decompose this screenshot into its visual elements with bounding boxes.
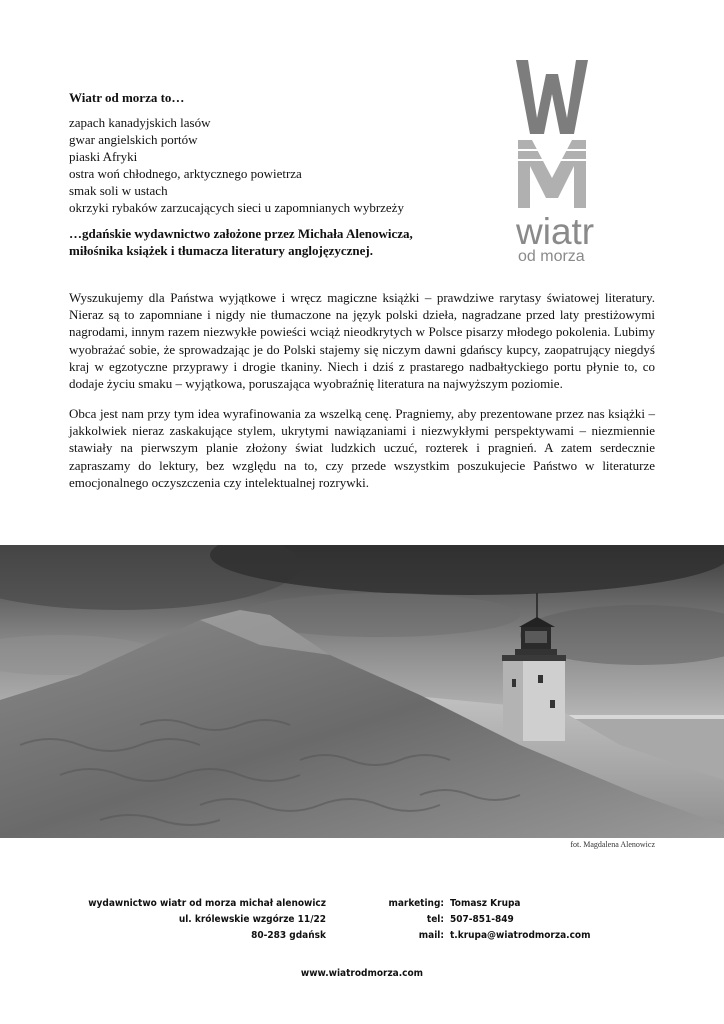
intro-title: Wiatr od morza to… — [69, 90, 185, 105]
logo-word-wiatr: wiatr — [516, 211, 595, 252]
contact-value: Tomasz Krupa — [450, 898, 521, 909]
contact-row-mail — [380, 928, 620, 944]
logo-word-od-morza: od morza — [518, 248, 585, 265]
photo-credit: fot. Magdalena Alenowicz — [570, 840, 655, 849]
publisher-street: ul. królewskie wzgórze 11/22 — [178, 914, 326, 925]
publisher-name: wydawnictwo wiatr od morza michał alenowicz — [88, 898, 326, 909]
intro-block — [69, 89, 509, 259]
website-link[interactable]: www.wiatrodmorza.com — [300, 968, 424, 979]
lighthouse-dune-photo — [0, 545, 724, 838]
contact-value: 507-851-849 — [450, 914, 514, 925]
intro-bold-line: miłośnika książek i tłumacza literatury anglojęzycznej. — [69, 243, 374, 258]
contact-label: tel: — [426, 914, 444, 925]
body-paragraph: Wyszukujemy dla Państwa wyjątkowe i wręcz magiczne książki – prawdziwe rarytasy światowej literatury. Nieraz są to zapomniane i nigdy nie tłumaczone na język polski dzieła, nagradzane przed laty prestiżowymi nagrodami, innym razem niezwykłe powieści wciąż nieodkrytych w Polsce pisarzy młodego pokolenia. Lubimy wyobrażać sobie, że sprowadzając je do Polski stajemy się niczym dawni gdańscy kupcy, zaopatrujący niegdyś kraj w egzotyczne przyprawy i drogie tkaniny. Niech i dziś z prastarego nadbałtyckiego portu płynie to, co dodaje życiu smaku – wyjątkowa, poruszająca wyobraźnię literatura na najwyższym poziomie. — [69, 290, 655, 392]
intro-bold-line: …gdańskie wydawnictwo założone przez Michała Alenowicza, — [69, 226, 413, 241]
body-paragraph: Obca jest nam przy tym idea wyrafinowania za wszelką cenę. Pragniemy, aby prezentowane przez nas książki – jakkolwiek nieraz zaskakujące stylem, ukrytymi nawiązaniami i niezwykłymi perspektywami – niezmiennie stawiały na pierwszym planie złożony świat ludzkich uczuć, rozterek i pragnień. A zatem serdecznie zapraszamy do lektury, bez względu na to, czy przede wszystkim poszukujecie Państwo w literaturze emocjonalnego oczyszczenia czy intelektualnej rozrywki. — [69, 406, 655, 490]
intro-line: gwar angielskich portów — [69, 132, 198, 147]
contact-email-link[interactable]: t.krupa@wiatrodmorza.com — [450, 930, 591, 941]
marketing-contact — [380, 896, 620, 944]
contact-row-tel — [380, 912, 620, 928]
intro-line: ostra woń chłodnego, arktycznego powietrza — [69, 166, 302, 181]
contact-label: marketing: — [388, 898, 444, 909]
intro-line: okrzyki rybaków zarzucających sieci u zapomnianych wybrzeży — [69, 200, 404, 215]
contact-label: mail: — [418, 930, 444, 941]
intro-line: smak soli w ustach — [69, 183, 168, 198]
wm-logo-icon — [512, 58, 602, 208]
publisher-logo — [512, 58, 602, 268]
publisher-city: 80-283 gdańsk — [251, 930, 326, 941]
intro-line: piaski Afryki — [69, 149, 138, 164]
contact-row-marketing — [380, 896, 620, 912]
publisher-address — [80, 896, 326, 944]
intro-line: zapach kanadyjskich lasów — [69, 115, 211, 130]
